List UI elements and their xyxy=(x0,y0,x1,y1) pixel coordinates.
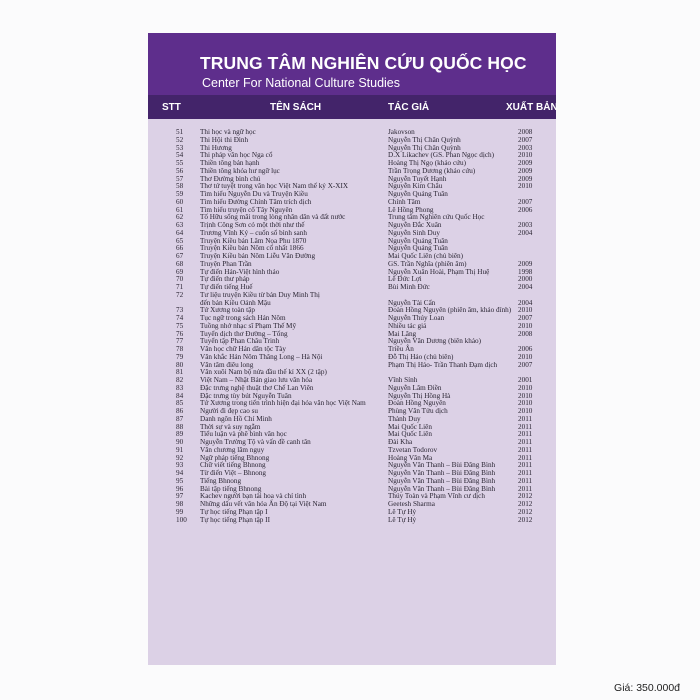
book-author: Đoàn Hồng Nguyên xyxy=(388,399,446,408)
book-title: Thơ Đường bình chú xyxy=(200,174,261,183)
row-number: 90 xyxy=(176,438,184,446)
column-header-author: TÁC GIẢ xyxy=(388,102,430,113)
row-number: 78 xyxy=(176,345,184,353)
book-author: Nguyễn Văn Thanh – Bùi Đăng Bình xyxy=(388,476,496,485)
row-number: 85 xyxy=(176,399,184,408)
row-number: 86 xyxy=(176,407,184,415)
row-number: 74 xyxy=(176,314,184,322)
book-author: GS. Trần Nghĩa (phiên âm) xyxy=(388,259,467,268)
book-title: Tự điển tiếng Huế xyxy=(200,283,253,291)
row-number: 84 xyxy=(176,391,184,400)
row-number: 51 xyxy=(176,128,184,136)
publish-year: 2006 xyxy=(518,345,533,353)
publish-year: 2011 xyxy=(518,461,533,470)
book-title: Tục ngữ trong sách Hán Nôm xyxy=(200,314,286,322)
book-author: Nguyễn Thúy Loan xyxy=(388,314,445,322)
row-number: 63 xyxy=(176,221,184,229)
publish-year: 2004 xyxy=(518,298,533,307)
publish-year: 2007 xyxy=(518,314,533,322)
book-author: Thúy Toàn và Phạm Vĩnh cư dịch xyxy=(388,492,485,501)
row-number: 55 xyxy=(176,159,184,167)
book-author: Jakovson xyxy=(388,128,415,136)
publish-year: 2012 xyxy=(518,507,533,516)
row-number: 52 xyxy=(176,135,184,144)
row-number: 57 xyxy=(176,174,184,183)
row-number: 65 xyxy=(176,236,184,245)
book-title: Tứ Xương toàn tập xyxy=(200,306,255,315)
row-number: 81 xyxy=(176,368,184,377)
publish-year: 2010 xyxy=(518,306,533,315)
row-number: 98 xyxy=(176,500,184,508)
publish-year: 2012 xyxy=(518,515,533,524)
publish-year: 2011 xyxy=(518,414,533,423)
publish-year: 2011 xyxy=(518,469,533,477)
row-number: 97 xyxy=(176,492,184,501)
book-title: Tìm hiểu truyện cổ Tây Nguyên xyxy=(200,205,293,214)
book-title: Người đi đẹp cao su xyxy=(200,407,258,415)
row-number: 69 xyxy=(176,267,184,276)
row-number: 58 xyxy=(176,182,184,191)
publish-year: 2006 xyxy=(518,205,533,214)
book-author: Bùi Minh Đức xyxy=(388,283,430,291)
book-title: Nguyễn Trường Tộ và vấn đề canh tân xyxy=(200,438,311,446)
book-author: Geetesh Sharma xyxy=(388,500,435,508)
book-title: Thi Hội thi Đình xyxy=(200,135,249,144)
row-number: 54 xyxy=(176,151,184,160)
book-author: Vĩnh Sính xyxy=(388,376,418,384)
book-title: Bài tập tiếng Bhnong xyxy=(200,484,262,493)
book-author: Nguyễn Quảng Tuân xyxy=(388,236,448,245)
row-number: 61 xyxy=(176,205,184,214)
book-author: Trung tâm Nghiên cứu Quốc Học xyxy=(388,213,485,222)
row-number: 80 xyxy=(176,360,184,369)
book-author: Trần Trọng Dương (khảo cứu) xyxy=(388,166,476,175)
book-title: Chữ viết tiếng Bhnong xyxy=(200,461,266,470)
book-title: Tứ Xương trong tiến trình hiện đại hóa văn học Việt Nam xyxy=(200,399,366,408)
book-author: Nguyễn Văn Thanh – Bùi Đăng Bình xyxy=(388,469,496,477)
book-author: Lê Tự Hỷ xyxy=(388,515,417,524)
book-author: Mai Quốc Liên xyxy=(388,422,432,431)
publish-year: 2004 xyxy=(518,228,533,237)
book-author: Nguyễn Tuyết Hạnh xyxy=(388,174,447,183)
publish-year: 2010 xyxy=(518,407,533,415)
book-author: Đoàn Hồng Nguyên (phiên âm, khảo đính) xyxy=(388,306,512,315)
column-header-stt: STT xyxy=(162,102,181,113)
row-number: 93 xyxy=(176,461,184,470)
book-title: Danh ngôn Hồ Chí Minh xyxy=(200,414,272,423)
publish-year: 1998 xyxy=(518,267,533,276)
row-number: 68 xyxy=(176,259,184,268)
book-title: Trịnh Công Sơn có một thời như thế xyxy=(200,221,305,229)
catalog-panel xyxy=(148,33,556,665)
book-title: Thi học và ngữ học xyxy=(200,128,256,136)
publish-year: 2009 xyxy=(518,159,533,167)
book-list xyxy=(148,129,556,524)
row-number: 91 xyxy=(176,445,184,454)
book-title: Tuyển tập Phan Châu Trinh xyxy=(200,337,280,346)
publish-year: 2003 xyxy=(518,143,533,152)
book-title: Tư liệu truyện Kiều từ bản Duy Minh Thị xyxy=(200,290,320,299)
publish-year: 2007 xyxy=(518,135,533,144)
book-author: Mai Quốc Liên xyxy=(388,430,432,439)
book-author: Thành Duy xyxy=(388,414,421,423)
book-author: Lê Hồng Phong xyxy=(388,205,434,214)
publish-year: 2009 xyxy=(518,174,533,183)
book-title: Thiền tông khóa hư ngữ lục xyxy=(200,166,280,175)
book-author: Tzvetan Todorov xyxy=(388,445,438,454)
book-title: Ngữ pháp tiếng Bhnong xyxy=(200,453,270,462)
publish-year: 2010 xyxy=(518,399,533,408)
row-number: 53 xyxy=(176,143,184,152)
publish-year: 2011 xyxy=(518,484,533,493)
book-author: D.X Likachev (GS. Phan Ngọc dịch) xyxy=(388,151,494,160)
row-number: 75 xyxy=(176,321,184,330)
book-author: Nguyễn Thị Chân Quỳnh xyxy=(388,143,461,152)
row-number: 77 xyxy=(176,337,184,346)
publish-year: 2004 xyxy=(518,283,533,291)
book-author: Nguyễn Văn Thanh – Bùi Đăng Bình xyxy=(388,461,496,470)
row-number: 67 xyxy=(176,252,184,260)
column-header-title: TÊN SÁCH xyxy=(270,102,322,113)
book-author: Triều Ân xyxy=(388,345,414,353)
book-author: Phùng Văn Tửu dịch xyxy=(388,407,448,415)
book-author: Nguyễn Xuân Hoài, Phạm Thị Huệ xyxy=(388,267,490,276)
row-number: 60 xyxy=(176,197,184,206)
book-title: Truyện Kiều bản Nôm cổ nhất 1866 xyxy=(200,244,304,253)
row-number: 62 xyxy=(176,213,184,222)
row-number: 79 xyxy=(176,352,184,361)
book-author: Hoàng Thị Ngọ (khảo cứu) xyxy=(388,159,467,167)
row-number: 94 xyxy=(176,469,184,477)
row-number: 71 xyxy=(176,283,184,291)
book-author: Đỗ Thị Hảo (chủ biên) xyxy=(388,352,454,361)
publish-year: 2009 xyxy=(518,166,533,175)
book-title: Thơ tứ tuyệt trong văn học Việt Nam thế kỷ X-XIX xyxy=(200,182,349,191)
publish-year: 2008 xyxy=(518,329,533,338)
publish-year: 2011 xyxy=(518,445,533,454)
book-title: Thi pháp văn học Nga cổ xyxy=(200,151,273,160)
publish-year: 2011 xyxy=(518,476,533,485)
row-number: 76 xyxy=(176,329,184,338)
book-title: Thiền tông bản hạnh xyxy=(200,159,260,167)
book-title: Việt Nam – Nhật Bản giao lưu văn hóa xyxy=(200,376,313,384)
row-number: 88 xyxy=(176,422,184,431)
book-title: đến bản Kiều Oánh Mậu xyxy=(200,298,271,307)
publish-year: 2007 xyxy=(518,197,533,206)
publish-year: 2011 xyxy=(518,453,533,462)
publish-year: 2001 xyxy=(518,376,533,384)
row-number: 72 xyxy=(176,290,184,299)
book-author: Hoàng Văn Ma xyxy=(388,453,433,462)
catalog-title: TRUNG TÂM NGHIÊN CỨU QUỐC HỌC xyxy=(200,53,527,73)
book-title: Tiếng Bhnong xyxy=(200,476,242,485)
book-author: Nhiều tác giả xyxy=(388,321,427,330)
book-author: Nguyễn Văn Dương (biên khảo) xyxy=(388,337,481,346)
book-title: Những dấu vết văn hóa Ấn Độ tại Việt Nam xyxy=(200,500,327,508)
book-author: Nguyễn Kim Châu xyxy=(388,182,443,191)
book-author: Nguyễn Thị Hồng Hà xyxy=(388,391,451,400)
book-title: Văn khắc Hán Nôm Thăng Long – Hà Nội xyxy=(200,352,323,361)
row-number: 95 xyxy=(176,476,184,485)
row-number: 82 xyxy=(176,376,184,384)
publish-year: 2003 xyxy=(518,221,533,229)
row-number: 64 xyxy=(176,228,184,237)
publish-year: 2009 xyxy=(518,259,533,268)
book-title: Truyện Phan Trần xyxy=(200,259,252,268)
book-title: Văn học chữ Hán dân tộc Tày xyxy=(200,345,286,353)
book-title: Văn xuôi Nam bộ nửa đầu thế kỉ XX (2 tập) xyxy=(200,368,327,377)
book-title: Tìm hiểu Đường Chính Tâm trích dịch xyxy=(200,197,312,206)
publish-year: 2010 xyxy=(518,352,533,361)
row-number: 66 xyxy=(176,244,184,253)
book-author: Chính Tâm xyxy=(388,197,421,206)
publish-year: 2012 xyxy=(518,500,533,508)
book-title: Văn tâm điêu long xyxy=(200,360,254,369)
book-author: Nguyễn Quảng Tuân xyxy=(388,244,448,253)
price-label: Giá: 350.000đ xyxy=(614,682,680,694)
book-title: Trương Vĩnh Ký – cuốn sổ bình sanh xyxy=(200,228,307,237)
publish-year: 2010 xyxy=(518,391,533,400)
publish-year: 2007 xyxy=(518,360,533,369)
row-number: 56 xyxy=(176,166,184,175)
book-author: Nguyễn Lâm Điền xyxy=(388,383,442,392)
publish-year: 2010 xyxy=(518,321,533,330)
book-title: Đặc trưng nghệ thuật thơ Chế Lan Viên xyxy=(200,383,314,392)
catalog-subtitle: Center For National Culture Studies xyxy=(202,76,401,90)
book-title: Đặc trưng tùy bút Nguyễn Tuân xyxy=(200,391,292,400)
row-number: 99 xyxy=(176,507,184,516)
book-title: Tố Hữu sống mãi trong lòng nhân dân và đất nước xyxy=(200,213,346,222)
book-title: Truyện Kiều bản Nôm Liễu Văn Đường xyxy=(200,252,316,260)
book-author: Nguyễn Sinh Duy xyxy=(388,228,440,237)
column-header-row xyxy=(148,95,556,119)
book-title: Tuyển dịch thơ Đường – Tống xyxy=(200,329,288,338)
book-title: Tự học tiếng Phạn tập I xyxy=(200,507,268,516)
book-author: Nguyễn Quảng Tuân xyxy=(388,190,448,198)
row-number: 83 xyxy=(176,383,184,392)
row-number: 73 xyxy=(176,306,184,315)
publish-year: 2010 xyxy=(518,151,533,160)
book-title: Thi Hương xyxy=(200,143,232,152)
catalog-header xyxy=(148,33,556,95)
book-author: Lê Đức Lợi xyxy=(388,275,422,284)
book-title: Tuồng nhớ nhạc sĩ Phạm Thế Mỹ xyxy=(200,321,297,330)
book-author: Mai Lăng xyxy=(388,329,417,338)
book-author: Đài Kha xyxy=(388,438,413,446)
publish-year: 2008 xyxy=(518,128,533,136)
publish-year: 2010 xyxy=(518,182,533,191)
book-author: Nguyễn Tài Cẩn xyxy=(388,298,436,307)
row-number: 70 xyxy=(176,275,184,284)
book-title: Tiểu luận và phê bình văn học xyxy=(200,430,287,439)
book-author: Mai Quốc Liên (chủ biên) xyxy=(388,252,464,260)
book-title: Kachev người bạn tài hoa và chí tình xyxy=(200,492,307,501)
book-author: Nguyễn Đắc Xuân xyxy=(388,221,442,229)
book-title: Tự điển thư pháp xyxy=(200,275,250,284)
book-title: Thời sự và suy ngẫm xyxy=(200,422,261,431)
book-title: Tự học tiếng Phạn tập II xyxy=(200,515,270,524)
publish-year: 2012 xyxy=(518,492,533,501)
book-title: Tìm hiểu Nguyễn Du và Truyện Kiều xyxy=(200,190,308,198)
publish-year: 2000 xyxy=(518,275,533,284)
row-number: 92 xyxy=(176,453,184,462)
book-title: Văn chương lãm ngụy xyxy=(200,445,265,454)
publish-year: 2010 xyxy=(518,383,533,392)
book-author: Nguyễn Thị Chân Quỳnh xyxy=(388,135,461,144)
publish-year: 2011 xyxy=(518,438,533,446)
table-row xyxy=(148,517,556,525)
row-number: 59 xyxy=(176,190,184,198)
book-author: Lê Tự Hỷ xyxy=(388,507,417,516)
book-author: Phạm Thị Hảo- Trần Thanh Đạm dịch xyxy=(388,360,498,369)
row-number: 96 xyxy=(176,484,184,493)
book-title: Từ điển Việt – Bhnong xyxy=(200,469,267,477)
publish-year: 2011 xyxy=(518,430,533,439)
row-number: 87 xyxy=(176,414,184,423)
row-number: 100 xyxy=(176,515,187,524)
row-number: 89 xyxy=(176,430,184,439)
book-author: Nguyễn Văn Thanh – Bùi Đăng Bình xyxy=(388,484,496,493)
book-title: Truyện Kiều bản Lâm Nọa Phu 1870 xyxy=(200,236,307,245)
book-title: Tự điển Hán-Việt hình thảo xyxy=(200,267,280,276)
column-header-year: XUẤT BẢN xyxy=(506,102,558,113)
publish-year: 2011 xyxy=(518,422,533,431)
